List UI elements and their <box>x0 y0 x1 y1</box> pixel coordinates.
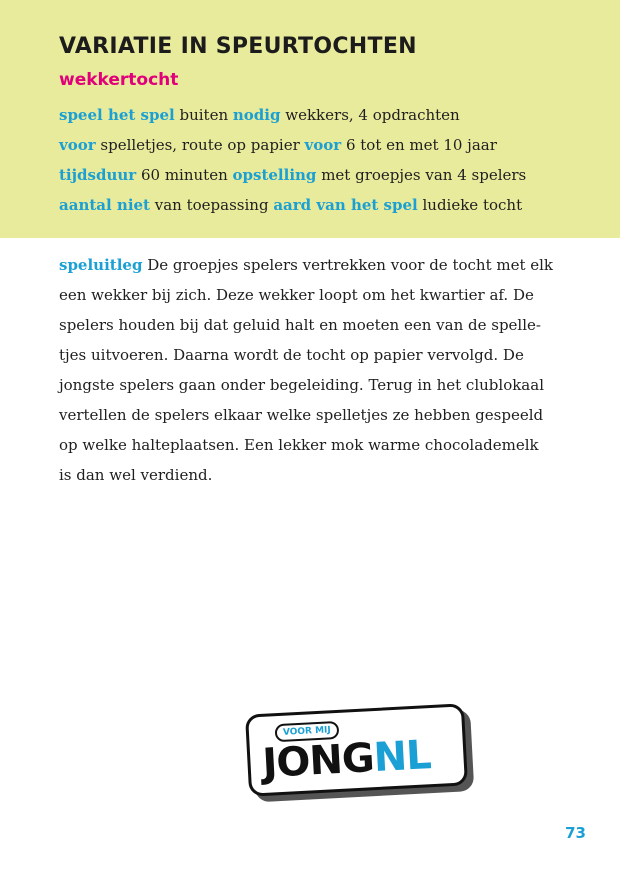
meta-value: wekkers, 4 opdrachten <box>280 106 460 124</box>
meta-line <box>59 160 526 190</box>
meta-key: opstelling <box>232 166 317 184</box>
meta-value: 6 tot en met 10 jaar <box>341 136 497 154</box>
meta-key: speel het spel <box>59 106 175 124</box>
game-description <box>59 250 564 490</box>
description-line <box>59 250 564 280</box>
meta-line <box>59 100 526 130</box>
meta-line <box>59 190 526 220</box>
game-subtitle: wekkertocht <box>59 70 179 90</box>
meta-value: met groepjes van 4 spelers <box>316 166 527 184</box>
meta-key: voor <box>59 136 96 154</box>
logo-wordmark <box>261 733 431 786</box>
meta-key: aantal niet <box>59 196 150 214</box>
description-line: jongste spelers gaan onder begeleiding. Terug in het clublokaal <box>59 376 544 394</box>
page-title: VARIATIE IN SPEURTOCHTEN <box>59 34 417 59</box>
jongnl-logo <box>245 703 468 796</box>
description-line: een wekker bij zich. Deze wekker loopt om het kwartier af. De <box>59 286 534 304</box>
meta-key: tijdsduur <box>59 166 137 184</box>
meta-value: van toepassing <box>150 196 274 214</box>
meta-line <box>59 130 526 160</box>
description-text: De groepjes spelers vertrekken voor de tocht met elk <box>142 256 554 274</box>
description-line: is dan wel verdiend. <box>59 466 213 484</box>
page-number: 73 <box>565 824 586 842</box>
description-line: op welke halteplaatsen. Een lekker mok warme chocolademelk <box>59 436 539 454</box>
meta-key: nodig <box>232 106 281 124</box>
logo-word-accent: NL <box>372 732 432 782</box>
game-meta <box>59 100 526 220</box>
meta-key: aard van het spel <box>273 196 418 214</box>
meta-value: ludieke tocht <box>417 196 523 214</box>
meta-value: 60 minuten <box>136 166 233 184</box>
meta-key: voor <box>304 136 342 154</box>
header-panel <box>0 0 620 238</box>
meta-value: buiten <box>174 106 233 124</box>
description-line: vertellen de spelers elkaar welke spelletjes ze hebben gespeeld <box>59 406 544 424</box>
description-line: spelers houden bij dat geluid halt en moeten een van de spelle- <box>59 316 541 334</box>
logo-badge: VOOR MIJ <box>275 721 340 742</box>
description-label: speluitleg <box>59 256 143 274</box>
description-line: tjes uitvoeren. Daarna wordt de tocht op papier vervolgd. De <box>59 346 524 364</box>
meta-value: spelletjes, route op papier <box>95 136 305 154</box>
logo-word-main: JONG <box>261 735 375 787</box>
